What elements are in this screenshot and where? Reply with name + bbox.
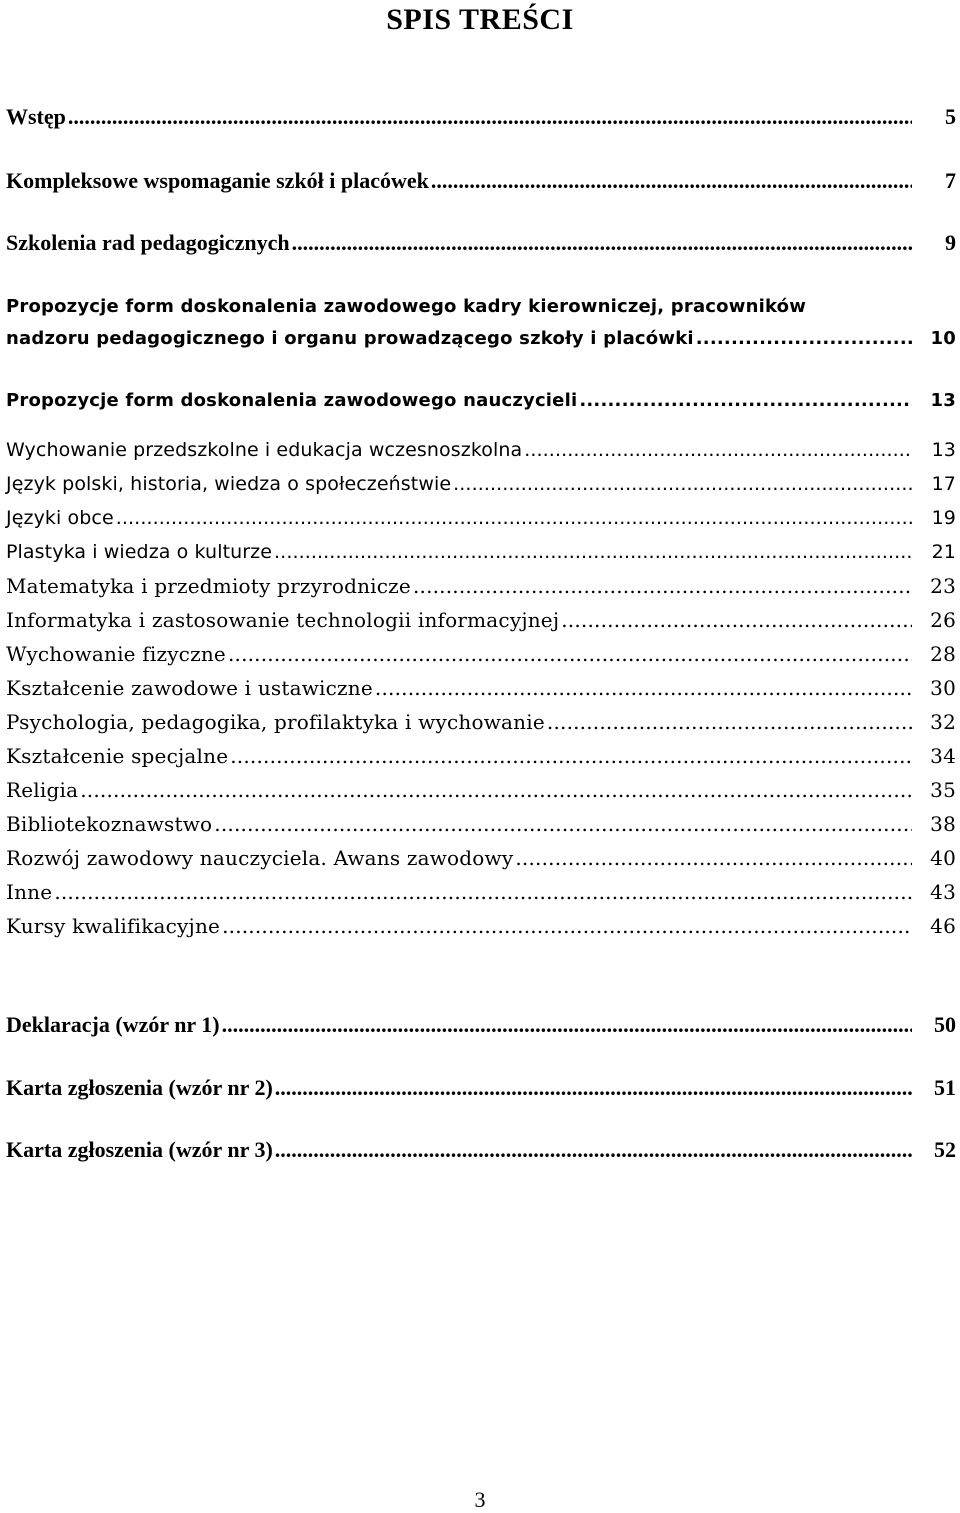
toc-entry-subject[interactable] (6, 912, 956, 940)
toc-entry-page: 50 (934, 1012, 956, 1037)
toc-entry-subject[interactable] (6, 504, 956, 532)
toc-entry-page: 30 (930, 676, 956, 700)
toc-entry-page: 9 (945, 230, 956, 255)
toc-entry-subject[interactable] (6, 810, 956, 838)
toc-entry-label: Karta zgłoszenia (wzór nr 3) (6, 1137, 273, 1162)
toc-entry-karta-zgloszenia-2[interactable] (6, 1075, 956, 1101)
toc-entry-page: 13 (930, 390, 956, 411)
toc-entry-page: 46 (930, 914, 956, 938)
toc-leader-dots (375, 674, 912, 702)
toc-leader-dots (68, 104, 912, 130)
toc-leader-dots (230, 742, 912, 770)
toc-leader-dots (222, 1012, 912, 1038)
toc-entry-page: 13 (931, 439, 956, 461)
toc-entry-karta-zgloszenia-3[interactable] (6, 1137, 956, 1163)
toc-entry-page: 52 (934, 1137, 956, 1162)
toc-entry-label: Religia (6, 778, 79, 802)
toc-entry-page: 5 (945, 104, 956, 129)
toc-entry-subject[interactable] (6, 572, 956, 600)
toc-entry-subject[interactable] (6, 878, 956, 906)
toc-leader-dots (292, 230, 912, 256)
toc-leader-dots (431, 168, 912, 194)
toc-entry-label: Języki obce (6, 507, 114, 529)
toc-leader-dots (275, 1137, 912, 1163)
toc-leader-dots (116, 504, 912, 532)
toc-leader-dots (696, 326, 912, 352)
toc-leader-dots (54, 878, 912, 906)
toc-entry-subject[interactable] (6, 640, 956, 668)
toc-entry-kadra-kierownicza[interactable] (6, 326, 956, 352)
toc-entry-kompleksowe-wspomaganie[interactable] (6, 168, 956, 194)
toc-entry-subject[interactable] (6, 470, 956, 498)
toc-entry-page: 21 (931, 541, 956, 563)
toc-entry-subject[interactable] (6, 708, 956, 736)
toc-entry-page: 51 (934, 1075, 956, 1100)
toc-entry-szkolenia-rad[interactable] (6, 230, 956, 256)
toc-entry-page: 34 (930, 744, 956, 768)
toc-entry-label: Wstęp (6, 104, 66, 129)
toc-entry-page: 26 (930, 608, 956, 632)
toc-entry-label: Wychowanie fizyczne (6, 642, 226, 666)
toc-entry-subject[interactable] (6, 742, 956, 770)
toc-entry-label: Propozycje form doskonalenia zawodowego nauczycieli (6, 390, 578, 411)
toc-entry-subject[interactable] (6, 776, 956, 804)
toc-entry-page: 38 (930, 812, 956, 836)
toc-entry-subject[interactable] (6, 606, 956, 634)
toc-entry-page: 19 (931, 507, 956, 529)
toc-entry-page: 43 (930, 880, 956, 904)
toc-leader-dots (274, 538, 912, 566)
toc-leader-dots (413, 572, 912, 600)
toc-entry-subject[interactable] (6, 674, 956, 702)
toc-entry-kadra-kierownicza-line1[interactable]: Propozycje form doskonalenia zawodowego kadry kierowniczej, pracowników (6, 296, 807, 317)
toc-leader-dots (579, 388, 912, 414)
toc-entry-deklaracja[interactable] (6, 1012, 956, 1038)
toc-entry-label: Język polski, historia, wiedza o społeczeństwie (6, 473, 452, 495)
toc-entry-subject[interactable] (6, 844, 956, 872)
toc-entry-label: Szkolenia rad pedagogicznych (6, 230, 290, 255)
toc-leader-dots (275, 1075, 912, 1101)
toc-entry-label: Plastyka i wiedza o kulturze (6, 541, 273, 563)
toc-entry-label: Bibliotekoznawstwo (6, 812, 213, 836)
toc-leader-dots (515, 844, 912, 872)
toc-entry-wstep[interactable] (6, 104, 956, 130)
toc-leader-dots (222, 912, 912, 940)
toc-entry-page: 32 (930, 710, 956, 734)
toc-entry-label: Kształcenie zawodowe i ustawiczne (6, 676, 373, 700)
toc-entry-subject[interactable] (6, 538, 956, 566)
toc-entry-label: Kształcenie specjalne (6, 744, 229, 768)
toc-entry-label: Matematyka i przedmioty przyrodnicze (6, 574, 411, 598)
toc-leader-dots (228, 640, 912, 668)
page-title: SPIS TREŚCI (386, 3, 574, 36)
toc-leader-dots (561, 606, 912, 634)
toc-entry-page: 7 (945, 168, 956, 193)
toc-entry-page: 35 (930, 778, 956, 802)
toc-leader-dots (547, 708, 912, 736)
toc-entry-page: 28 (930, 642, 956, 666)
toc-leader-dots (214, 810, 912, 838)
toc-leader-dots (80, 776, 912, 804)
toc-entry-page: 23 (930, 574, 956, 598)
toc-entry-label: Deklaracja (wzór nr 1) (6, 1012, 220, 1037)
toc-entry-label: Karta zgłoszenia (wzór nr 2) (6, 1075, 273, 1100)
toc-entry-page: 17 (931, 473, 956, 495)
page-number: 3 (474, 1487, 486, 1512)
toc-entry-label: Informatyka i zastosowanie technologii informacyjnej (6, 608, 560, 632)
toc-entry-label: Kursy kwalifikacyjne (6, 914, 221, 938)
toc-entry-subject[interactable] (6, 436, 956, 464)
toc-leader-dots (453, 470, 912, 498)
toc-entry-label: Kompleksowe wspomaganie szkół i placówek (6, 168, 429, 193)
toc-entry-nauczyciele[interactable] (6, 388, 956, 414)
toc-entry-label: nadzoru pedagogicznego i organu prowadzącego szkoły i placówki (6, 328, 694, 349)
toc-entry-label: Rozwój zawodowy nauczyciela. Awans zawodowy (6, 846, 514, 870)
toc-entry-label: Inne (6, 880, 53, 904)
toc-entry-label: Wychowanie przedszkolne i edukacja wczesnoszkolna (6, 439, 523, 461)
toc-entry-page: 40 (930, 846, 956, 870)
toc-entry-label: Psychologia, pedagogika, profilaktyka i wychowanie (6, 710, 545, 734)
toc-leader-dots (524, 436, 912, 464)
toc-entry-page: 10 (930, 328, 956, 349)
